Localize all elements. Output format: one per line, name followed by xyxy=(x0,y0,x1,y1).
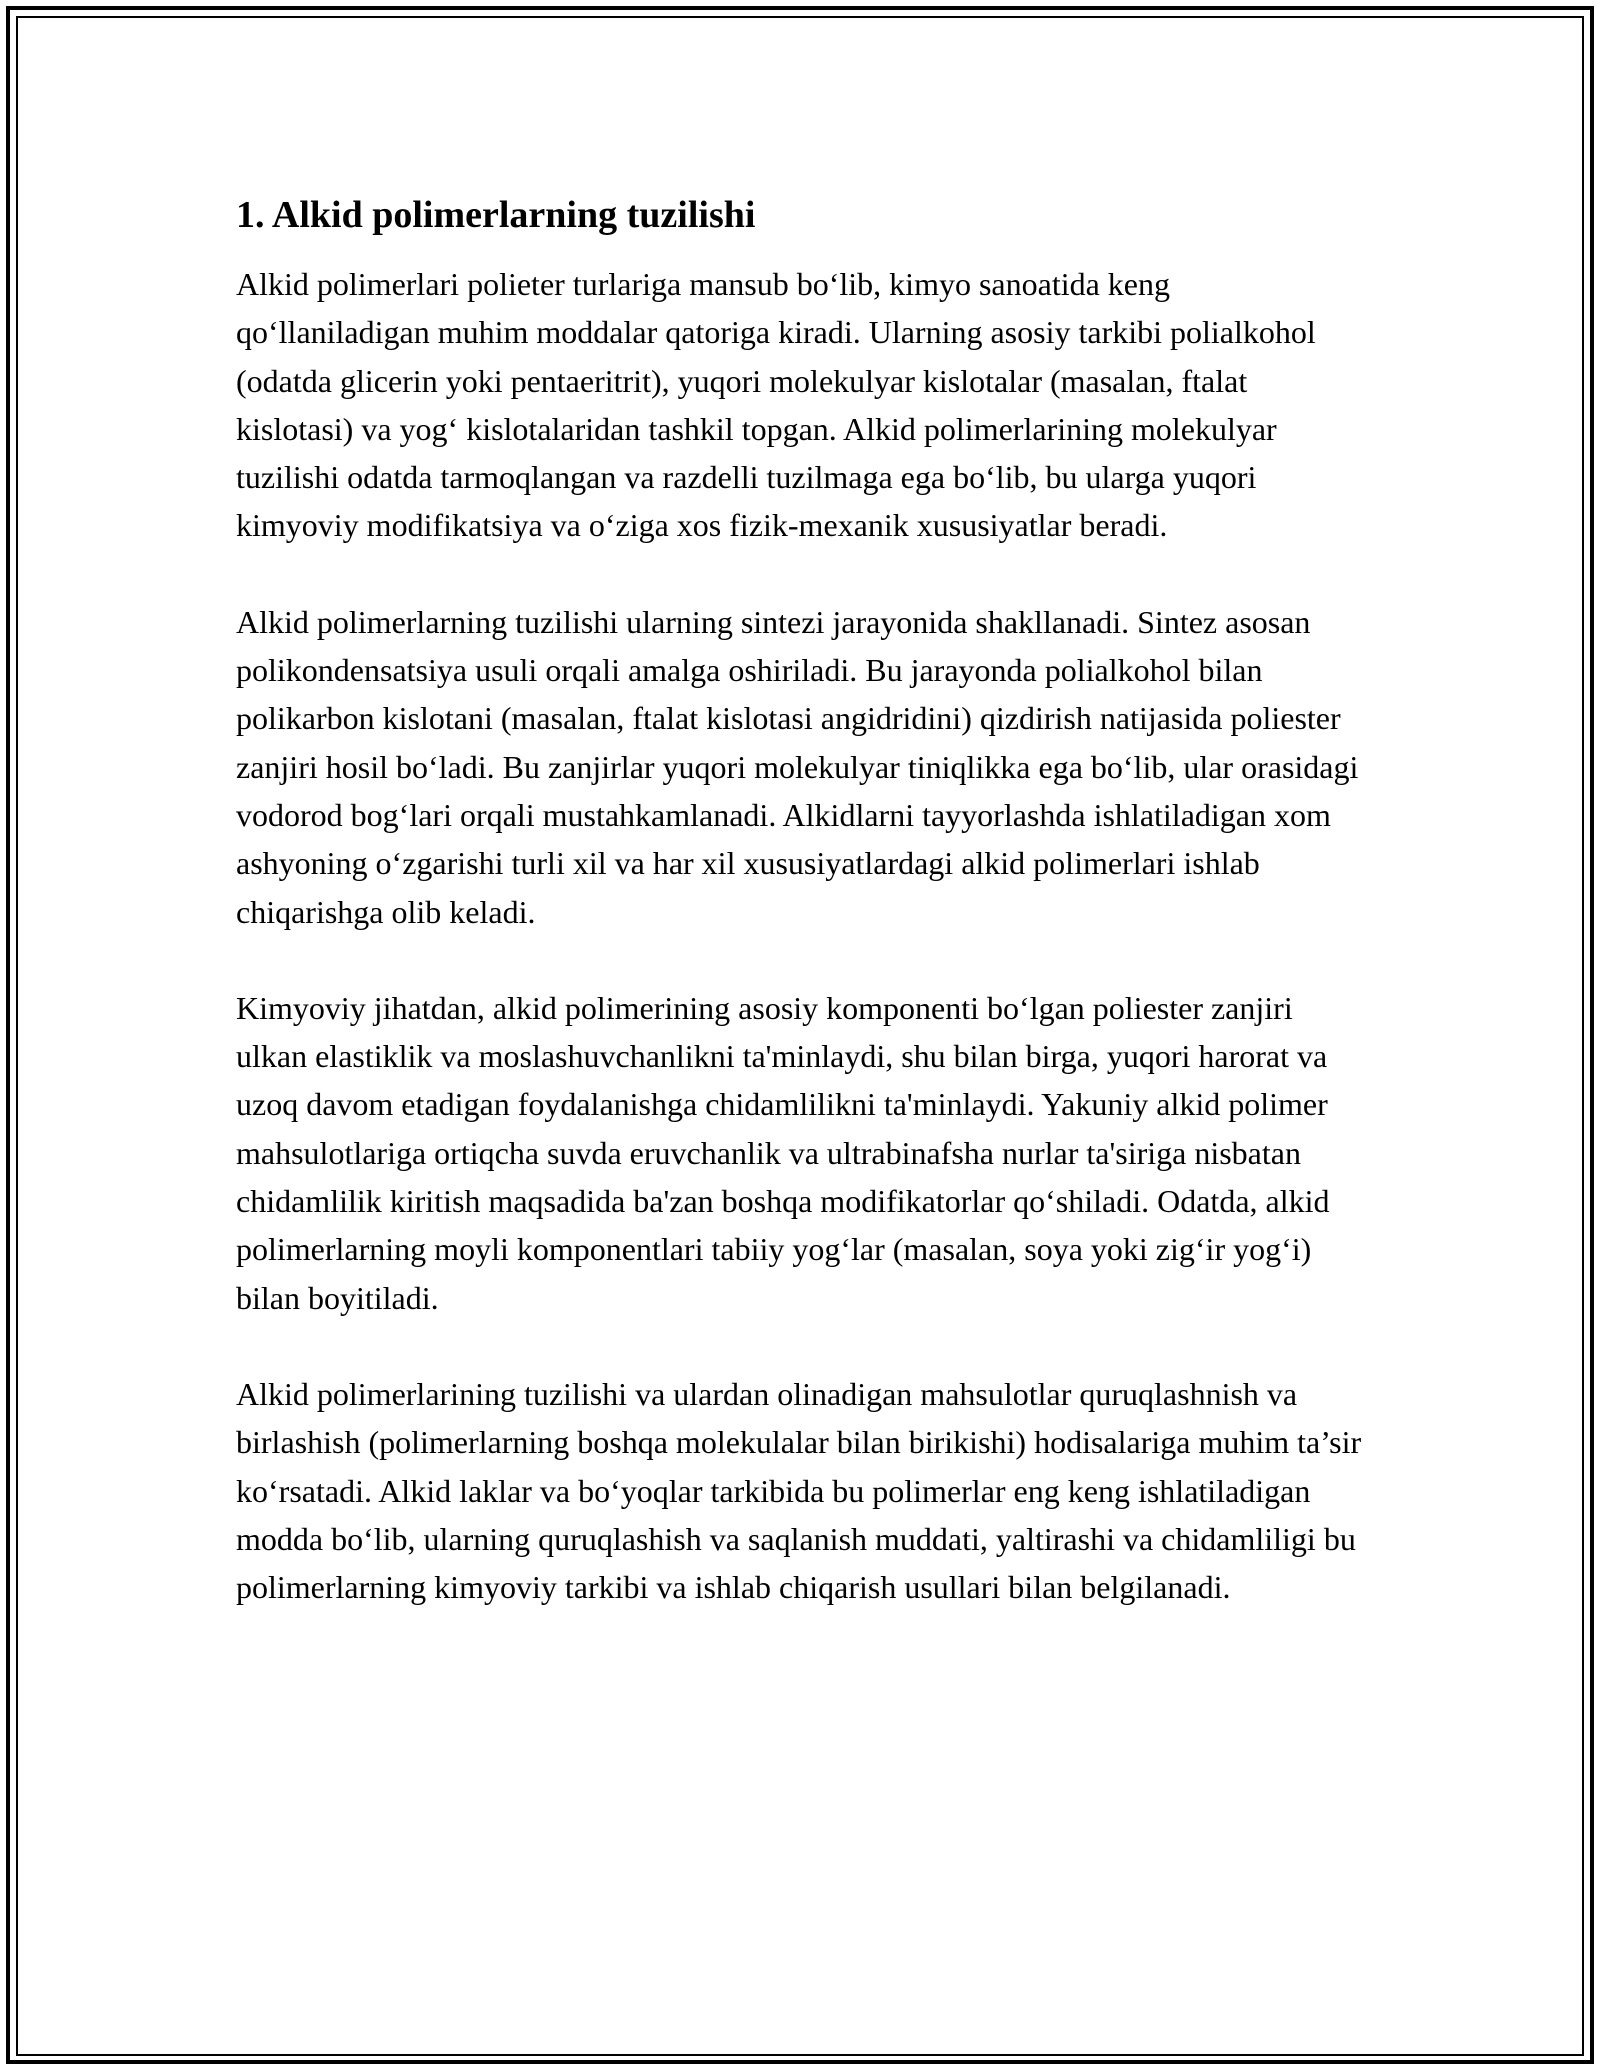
document-body xyxy=(236,188,1366,1659)
paragraph-4: Alkid polimerlarining tuzilishi va ulardan olinadigan mahsulotlar quruqlashnish va birlashish (polimerlarning boshqa molekulalar bilan birikishi) hodisalariga muhim ta’sir ko‘rsatadi. Alkid laklar va bo‘yoqlar tarkibida bu polimerlar eng keng ishlatiladigan modda bo‘lib, ularning quruqlashish va saqlanish muddati, yaltirashi va chidamliligi bu polimerlarning kimyoviy tarkibi va ishlab chiqarish usullari bilan belgilanadi. xyxy=(236,1375,1362,1606)
paragraph-3: Kimyoviy jihatdan, alkid polimerining asosiy komponenti bo‘lgan poliester zanjiri ulkan elastiklik va moslashuvchanlikni ta'minlaydi, shu bilan birga, yuqori harorat va uzoq davom etadigan foydalanishga chidamlilikni ta'minlaydi. Yakuniy alkid polimer mahsulotlariga ortiqcha suvda eruvchanlik va ultrabinafsha nurlar ta'siriga nisbatan chidamlilik kiritish maqsadida ba'zan boshqa modifikatorlar qo‘shiladi. Odatda, alkid polimerlarning moyli komponentlari tabiiy yog‘lar (masalan, soya yoki zig‘ir yog‘i) bilan boyitiladi. xyxy=(236,989,1330,1316)
section-heading: 1. Alkid polimerlarning tuzilishi xyxy=(236,194,756,236)
paragraph-2: Alkid polimerlarning tuzilishi ularning sintezi jarayonida shakllanadi. Sintez asosan polikondensatsiya usuli orqali amalga oshiriladi. Bu jarayonda polialkohol bilan polikarbon kislotani (masalan, ftalat kislotasi angidridini) qizdirish natijasida poliester zanjiri hosil bo‘ladi. Bu zanjirlar yuqori molekulyar tiniqlikka ega bo‘lib, ular orasidagi vodorod bog‘lari orqali mustahkamlanadi. Alkidlarni tayyorlashda ishlatiladigan xom ashyoning o‘zgarishi turli xil va har xil xususiyatlardagi alkid polimerlari ishlab chiqarishga olib keladi. xyxy=(236,603,1359,930)
paragraph-1: Alkid polimerlari polieter turlariga mansub bo‘lib, kimyo sanoatida keng qo‘llaniladigan muhim moddalar qatoriga kiradi. Ularning asosiy tarkibi polialkohol (odatda glicerin yoki pentaeritrit), yuqori molekulyar kislotalar (masalan, ftalat kislotasi) va yog‘ kislotalaridan tashkil topgan. Alkid polimerlarining molekulyar tuzilishi odatda tarmoqlangan va razdelli tuzilmaga ega bo‘lib, bu ularga yuqori kimyoviy modifikatsiya va o‘ziga xos fizik-mexanik xususiyatlar beradi. xyxy=(236,266,1316,544)
